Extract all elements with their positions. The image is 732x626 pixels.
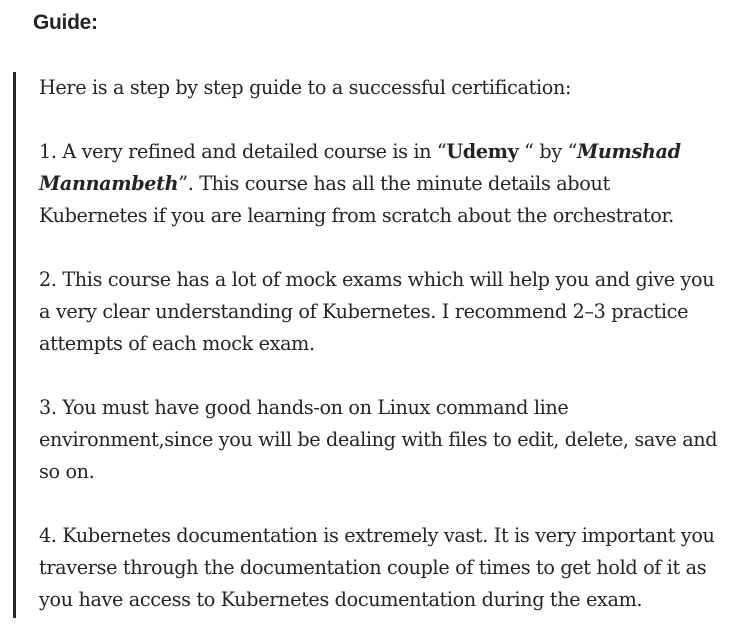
guide-intro: Here is a step by step guide to a successful certification: — [39, 76, 572, 99]
guide-blockquote — [13, 72, 718, 618]
course-platform: Udemy — [446, 140, 519, 163]
section-heading: Guide: — [33, 11, 98, 34]
course-author: Mumshad Mannambeth — [39, 140, 681, 195]
step-1-suffix: ”. This course has all the minute details about Kubernetes if you are learning from scratch about the orchestrator. — [39, 172, 674, 227]
step-1-prefix: 1. A very refined and detailed course is in “ — [39, 140, 447, 163]
guide-content — [39, 72, 719, 616]
guide-step-1 — [39, 136, 719, 232]
guide-step-2: 2. This course has a lot of mock exams which will help you and give you a very clear understanding of Kubernetes. I recommend 2–3 practice attempts of each mock exam. — [39, 268, 715, 355]
step-1-middle: “ by “ — [518, 140, 578, 163]
guide-step-4: 4. Kubernetes documentation is extremely vast. It is very important you traverse through the documentation couple of times to get hold of it as you have access to Kubernetes documentation during the exam. — [39, 524, 715, 611]
guide-step-3: 3. You must have good hands-on on Linux command line environment,since you will be dealing with files to edit, delete, save and so on. — [39, 396, 718, 483]
